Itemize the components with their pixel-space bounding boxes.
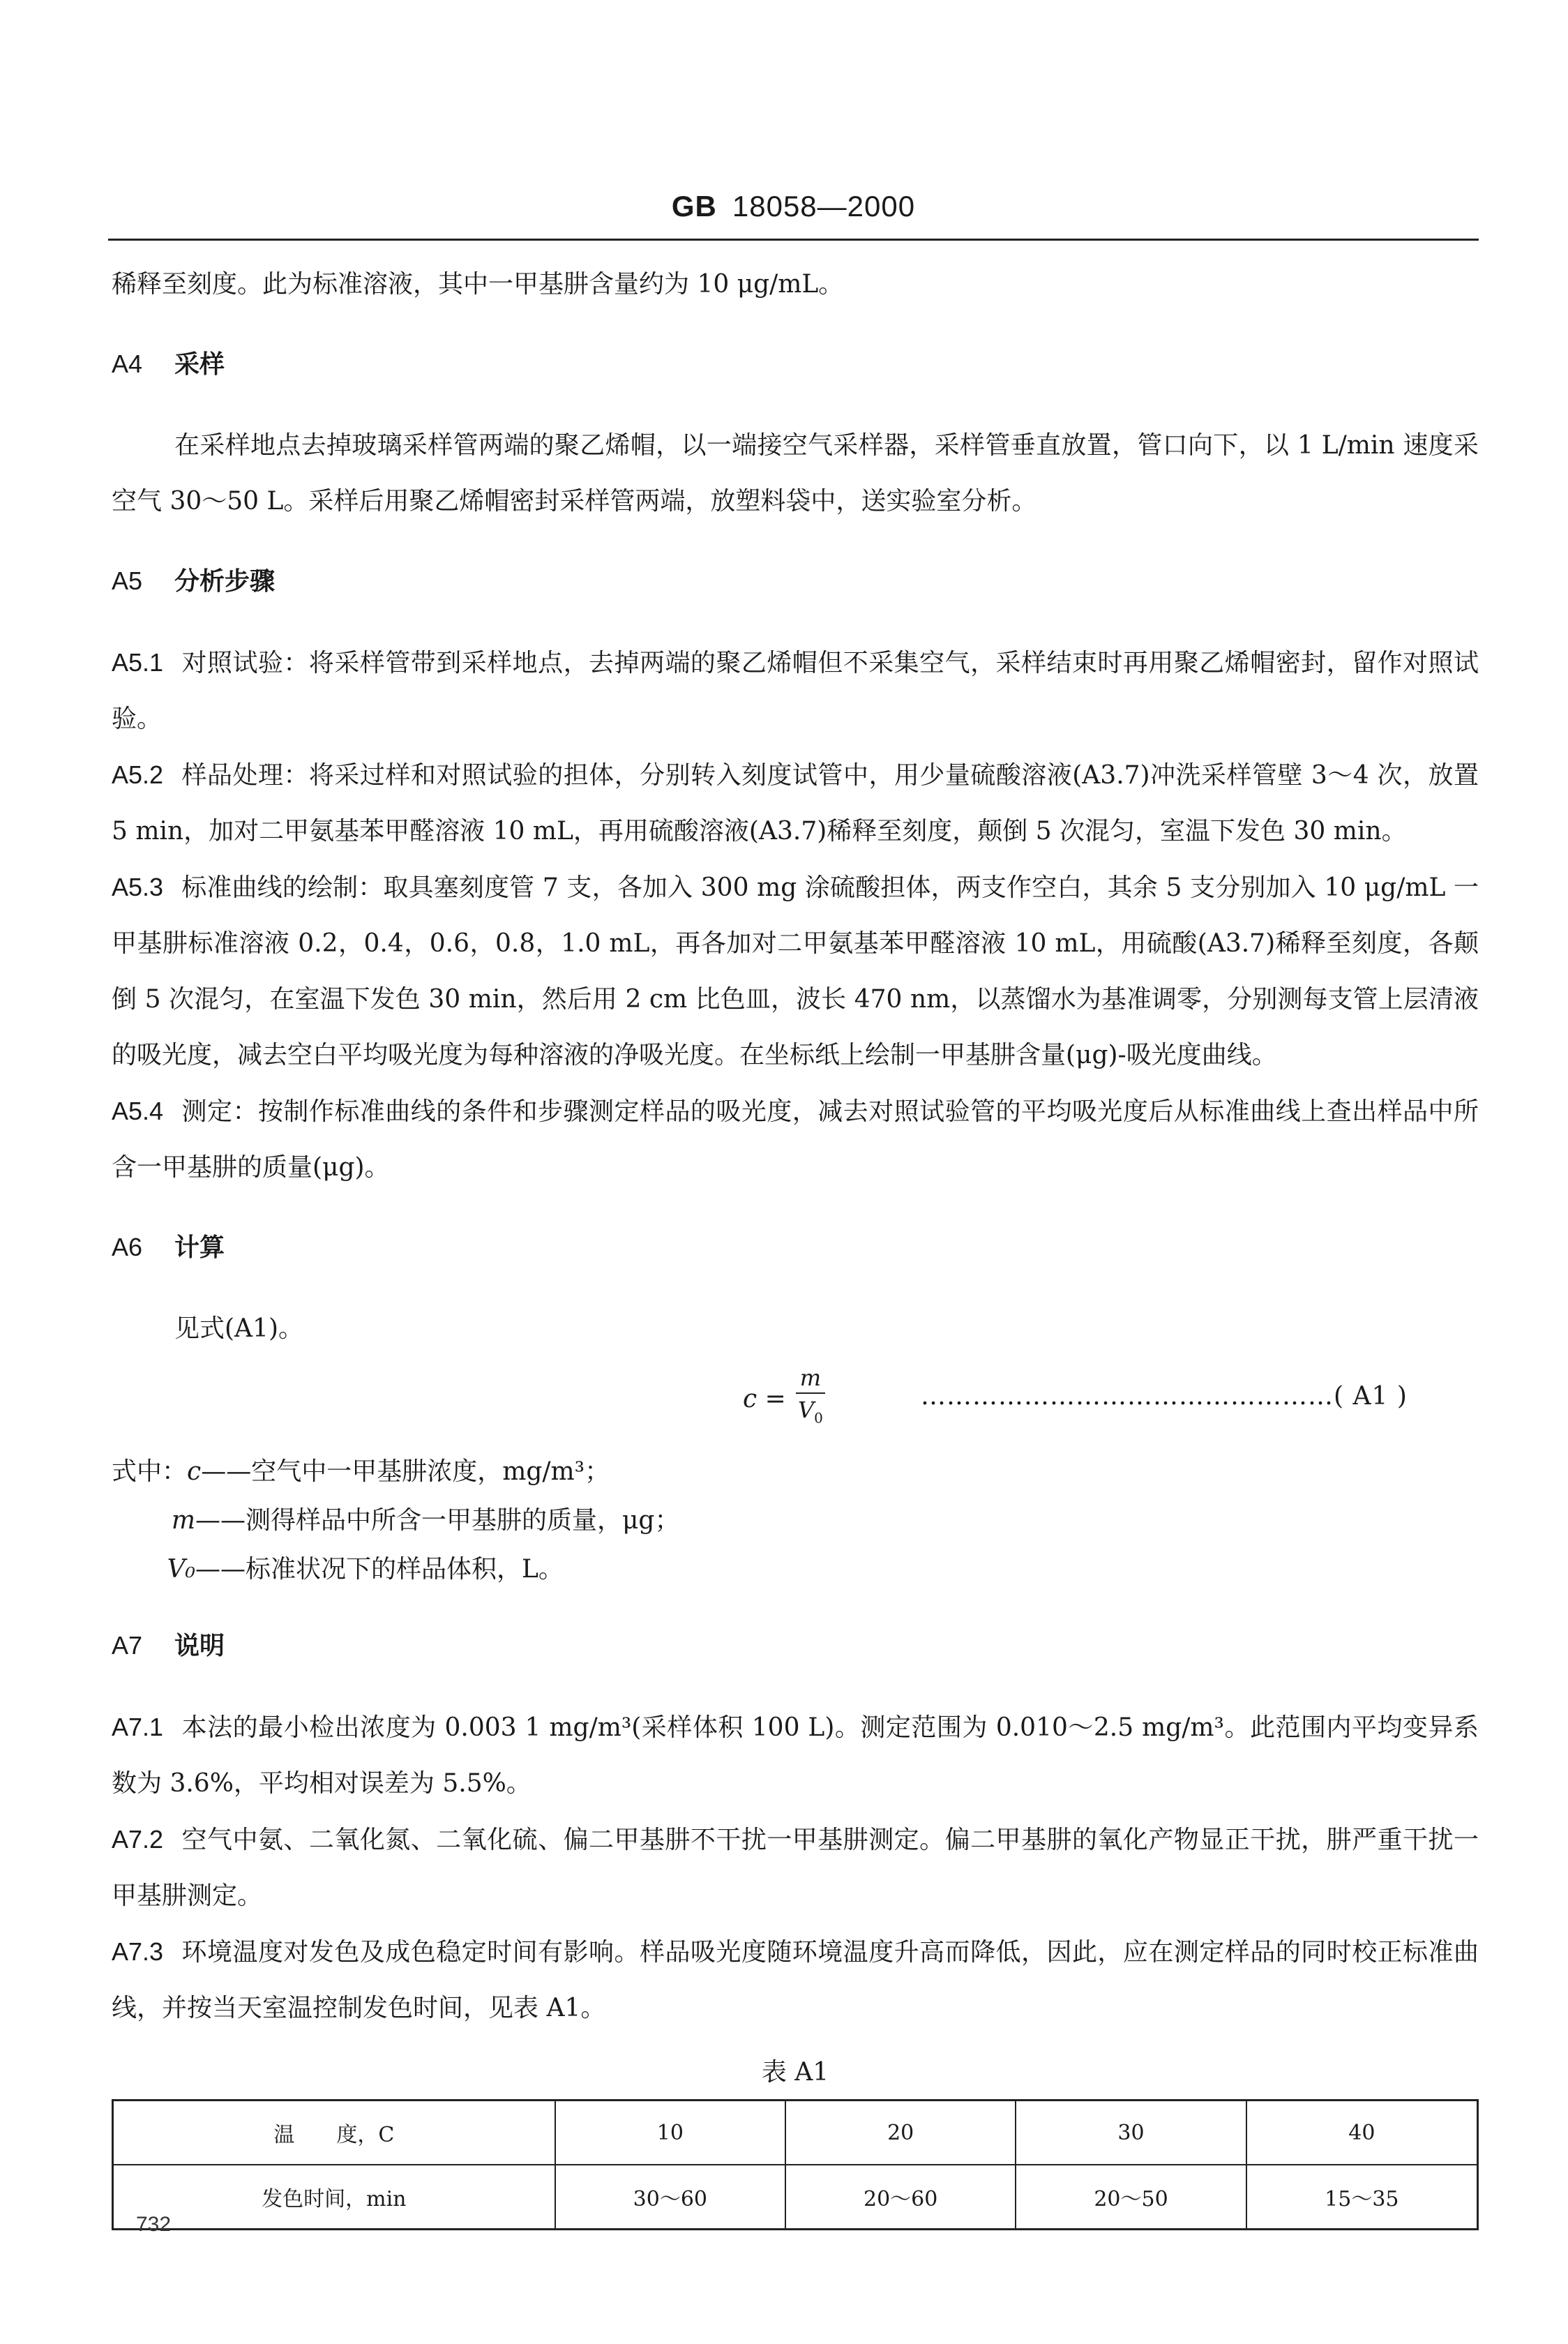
definition-text: ——空气中一甲基肼浓度，mg/m³； xyxy=(201,1457,610,1486)
denominator-symbol: V xyxy=(798,1397,815,1424)
definition-row xyxy=(112,1448,1479,1496)
table-cell: 30 xyxy=(1016,2101,1246,2165)
standard-code xyxy=(108,190,1479,223)
clause-text: 环境温度对发色及成色稳定时间有影响。样品吸光度随环境温度升高而降低，因此，应在测定样品的同时校正标准曲线，并按当天室温控制发色时间，见表 A1。 xyxy=(112,1938,1479,2022)
definition-symbol: m xyxy=(171,1506,195,1535)
clause-a7-1 xyxy=(112,1699,1479,1812)
table-cell: 15～35 xyxy=(1246,2165,1478,2230)
table-caption: 表 A1 xyxy=(761,2058,829,2087)
definition-row xyxy=(112,1496,1479,1545)
a4-paragraph: 在采样地点去掉玻璃采样管两端的聚乙烯帽，以一端接空气采样器，采样管垂直放置，管口向下，以 1 L/min 速度采空气 30～50 L。采样后用聚乙烯帽密封采样管两端，放塑料袋中，送实验室分析。 xyxy=(112,431,1479,516)
table-cell: 20～50 xyxy=(1016,2165,1246,2230)
section-heading-a6 xyxy=(112,1219,1479,1276)
clause-text: 空气中氨、二氧化氮、二氧化硫、偏二甲基肼不干扰一甲基肼测定。偏二甲基肼的氧化产物显正干扰，肼严重干扰一甲基肼测定。 xyxy=(112,1826,1479,1910)
symbol-definitions xyxy=(112,1448,1479,1594)
section-title: 计算 xyxy=(174,1233,225,1262)
section-title: 说明 xyxy=(174,1632,225,1660)
formula-fraction xyxy=(796,1363,825,1434)
clause-number: A7.2 xyxy=(112,1825,164,1854)
formula-label: ( A1 ) xyxy=(1334,1382,1408,1411)
table-a1 xyxy=(112,2099,1479,2230)
clause-a5-4 xyxy=(112,1083,1479,1196)
definition-text: ——测得样品中所含一甲基肼的质量，μg； xyxy=(195,1506,680,1535)
table-row xyxy=(113,2101,1478,2165)
section-heading-a4 xyxy=(112,336,1479,393)
formula-lhs: c = xyxy=(743,1384,786,1413)
table-cell: 发色时间，min xyxy=(113,2165,555,2230)
table-cell: 30～60 xyxy=(555,2165,785,2230)
clause-text: 标准曲线的绘制：取具塞刻度管 7 支，各加入 300 mg 涂硫酸担体，两支作空白，其余 5 支分别加入 10 μg/mL 一甲基肼标准溶液 0.2，0.4，0.6，0.8，1.0 mL，再各加对二甲氨基苯甲醛溶液 10 mL，用硫酸(A3.7)稀释至刻度，各颠倒 5 次混匀，在室温下发色 30 min，然后用 2 cm 比色皿，波长 470 nm，以蒸馏水为基准调零，分别测每支管上层清液的吸光度，减去空白平均吸光度为每种溶液的净吸光度。在坐标纸上绘制一甲基肼含量(μg)-吸光度曲线。 xyxy=(112,873,1479,1069)
page-content xyxy=(112,257,1479,2230)
clause-a5-1 xyxy=(112,635,1479,747)
section-title: 分析步骤 xyxy=(174,567,276,596)
clause-number: A5.1 xyxy=(112,648,164,677)
definition-symbol: c xyxy=(187,1457,202,1486)
clause-text: 对照试验：将采样管带到采样地点，去掉两端的聚乙烯帽但不采集空气，采样结束时再用聚乙烯帽密封，留作对照试验。 xyxy=(112,649,1479,733)
formula-numerator: m xyxy=(796,1363,825,1394)
clause-number: A7.3 xyxy=(112,1937,164,1966)
gb-label: GB xyxy=(671,190,717,223)
denominator-subscript: 0 xyxy=(814,1409,823,1427)
clause-text: 本法的最小检出浓度为 0.003 1 mg/m³(采样体积 100 L)。测定范围为 0.010～2.5 mg/m³。此范围内平均变异系数为 3.6%，平均相对误差为 5.5%。 xyxy=(112,1713,1479,1798)
table-cell: 10 xyxy=(555,2101,785,2165)
definition-row xyxy=(112,1545,1479,1594)
page-header xyxy=(108,183,1479,241)
clause-text: 测定：按制作标准曲线的条件和步骤测定样品的吸光度，减去对照试验管的平均吸光度后从标准曲线上查出样品中所含一甲基肼的质量(μg)。 xyxy=(112,1097,1479,1182)
standard-number: 18058—2000 xyxy=(732,190,916,223)
section-number: A5 xyxy=(112,566,143,595)
clause-number: A5.2 xyxy=(112,760,164,789)
section-title: 采样 xyxy=(174,350,225,379)
clause-number: A5.3 xyxy=(112,873,164,901)
clause-text: 样品处理：将采过样和对照试验的担体，分别转入刻度试管中，用少量硫酸溶液(A3.7)冲洗采样管壁 3～4 次，放置 5 min，加对二甲氨基苯甲醛溶液 10 mL，再用硫酸溶液(A3.7)稀释至刻度，颠倒 5 次混匀，室温下发色 30 min。 xyxy=(112,761,1479,846)
a6-intro: 见式(A1)。 xyxy=(174,1314,303,1343)
formula-leader xyxy=(921,1382,1408,1411)
clause-a7-2 xyxy=(112,1812,1479,1924)
section-heading-a5 xyxy=(112,553,1479,610)
clause-a7-3 xyxy=(112,1924,1479,2036)
formula-a1 xyxy=(112,1364,1479,1441)
definition-text: ——标准状况下的样品体积，L。 xyxy=(195,1555,564,1584)
section-number: A4 xyxy=(112,350,143,378)
leader-dots: ………………………………………… xyxy=(921,1382,1334,1411)
continued-paragraph: 稀释至刻度。此为标准溶液，其中一甲基肼含量约为 10 μg/mL。 xyxy=(112,270,844,299)
clause-number: A5.4 xyxy=(112,1097,164,1125)
definition-symbol: V₀ xyxy=(167,1555,195,1584)
formula-denominator xyxy=(798,1394,823,1434)
table-cell: 20 xyxy=(785,2101,1016,2165)
table-row xyxy=(113,2165,1478,2230)
clause-a5-2 xyxy=(112,747,1479,859)
clause-number: A7.1 xyxy=(112,1713,164,1741)
formula-expression xyxy=(743,1364,825,1434)
clause-a5-3 xyxy=(112,859,1479,1083)
section-number: A6 xyxy=(112,1233,143,1261)
section-heading-a7 xyxy=(112,1618,1479,1674)
table-cell: 40 xyxy=(1246,2101,1478,2165)
page-number: 732 xyxy=(136,2213,172,2236)
table-cell: 温 度，C xyxy=(113,2101,555,2165)
table-cell: 20～60 xyxy=(785,2165,1016,2230)
definition-prefix: 式中： xyxy=(112,1457,188,1486)
section-number: A7 xyxy=(112,1631,143,1660)
